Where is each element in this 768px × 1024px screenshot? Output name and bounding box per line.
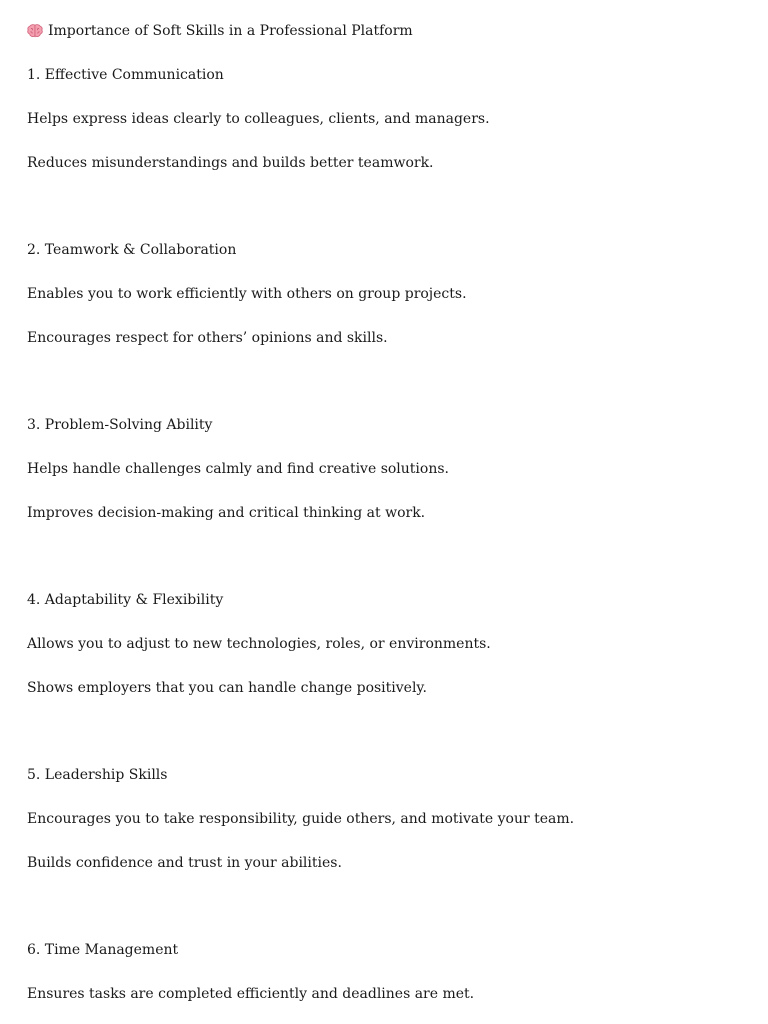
section-point: Encourages you to take responsibility, guide others, and motivate your team.: [27, 811, 575, 827]
section-heading: 5. Leadership Skills: [27, 767, 168, 783]
document-title-text: Importance of Soft Skills in a Professional Platform: [48, 23, 413, 39]
section-point: Shows employers that you can handle change positively.: [27, 680, 427, 696]
section-point: Improves decision-making and critical thinking at work.: [27, 505, 426, 521]
section-point: Builds confidence and trust in your abilities.: [27, 855, 342, 871]
section-heading: 4. Adaptability & Flexibility: [27, 592, 224, 608]
section-point: Enables you to work efficiently with others on group projects.: [27, 286, 467, 302]
document-title: [27, 21, 413, 41]
section-point: Ensures tasks are completed efficiently and deadlines are met.: [27, 986, 475, 1002]
section-point: Allows you to adjust to new technologies, roles, or environments.: [27, 636, 491, 652]
section-point: Reduces misunderstandings and builds better teamwork.: [27, 155, 434, 171]
section-point: Helps express ideas clearly to colleagues, clients, and managers.: [27, 111, 490, 127]
section-point: Encourages respect for others’ opinions and skills.: [27, 330, 388, 346]
section-heading: 3. Problem-Solving Ability: [27, 417, 213, 433]
section-heading: 2. Teamwork & Collaboration: [27, 242, 237, 258]
section-heading: 6. Time Management: [27, 942, 179, 958]
section-heading: 1. Effective Communication: [27, 67, 224, 83]
brain-icon: [27, 24, 43, 38]
section-point: Helps handle challenges calmly and find creative solutions.: [27, 461, 449, 477]
